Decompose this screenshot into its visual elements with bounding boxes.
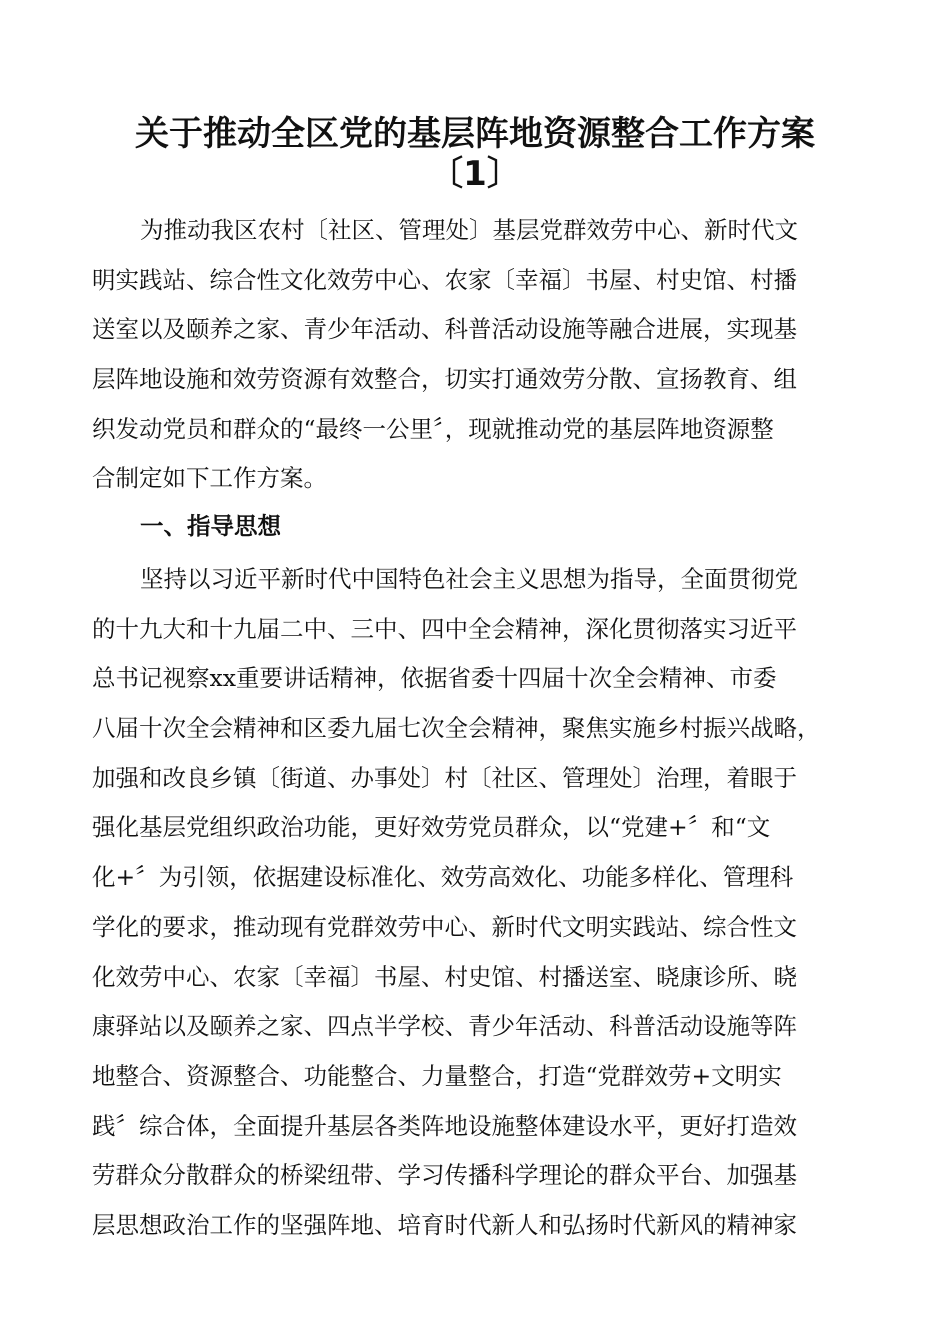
document-title: 关于推动全区党的基层阵地资源整合工作方案 — [135, 114, 815, 154]
guiding-ideology-paragraph — [92, 555, 862, 1251]
intro-paragraph — [92, 206, 862, 504]
paragraph-line: 送室以及颐养之家、青少年活动、科普活动设施等融合进展，实现基 — [92, 315, 797, 344]
document-title-number: 〔1〕 — [429, 154, 521, 194]
paragraph-line: 层思想政治工作的坚强阵地、培育时代新人和弘扬时代新风的精神家 — [92, 1210, 797, 1239]
paragraph-line: 的十九大和十九届二中、三中、四中全会精神，深化贯彻落实习近平 — [92, 614, 797, 643]
paragraph-line: 康驿站以及颐养之家、四点半学校、青少年活动、科普活动设施等阵 — [92, 1012, 797, 1041]
paragraph-line: 总书记视察xx重要讲话精神，依据省委十四届十次全会精神、市委 — [92, 664, 777, 693]
paragraph-line: 八届十次全会精神和区委九届七次全会精神，聚焦实施乡村振兴战略， — [92, 714, 821, 743]
paragraph-line: 明实践站、综合性文化效劳中心、农家〔幸福〕书屋、村史馆、村播 — [92, 265, 797, 294]
paragraph-line: 学化的要求，推动现有党群效劳中心、新时代文明实践站、综合性文 — [92, 912, 797, 941]
paragraph-line: 强化基层党组织政治功能，更好效劳党员群众，以“党建+〞和“文 — [92, 813, 771, 842]
paragraph-line: 践〞综合体，全面提升基层各类阵地设施整体建设水平，更好打造效 — [92, 1111, 797, 1140]
section-heading: 一、指导思想 — [140, 512, 281, 540]
paragraph-line: 织发动党员和群众的“最终一公里〞，现就推动党的基层阵地资源整 — [92, 414, 774, 443]
paragraph-line: 层阵地设施和效劳资源有效整合，切实打通效劳分散、宣扬教育、组 — [92, 365, 797, 394]
paragraph-line: 化+〞为引领，依据建设标准化、效劳高效化、功能多样化、管理科 — [92, 863, 794, 892]
paragraph-line: 为推动我区农村〔社区、管理处〕基层党群效劳中心、新时代文 — [140, 216, 798, 244]
paragraph-line: 化效劳中心、农家〔幸福〕书屋、村史馆、村播送室、晓康诊所、晓 — [92, 962, 797, 991]
paragraph-line: 坚持以习近平新时代中国特色社会主义思想为指导，全面贯彻党 — [140, 565, 798, 593]
paragraph-line: 合制定如下工作方案。 — [92, 464, 327, 493]
paragraph-line: 地整合、资源整合、功能整合、力量整合，打造“党群效劳+文明实 — [92, 1061, 782, 1090]
paragraph-line: 劳群众分散群众的桥梁纽带、学习传播科学理论的群众平台、加强基 — [92, 1161, 797, 1190]
paragraph-line: 加强和改良乡镇〔街道、办事处〕村〔社区、管理处〕治理，着眼于 — [92, 763, 797, 792]
